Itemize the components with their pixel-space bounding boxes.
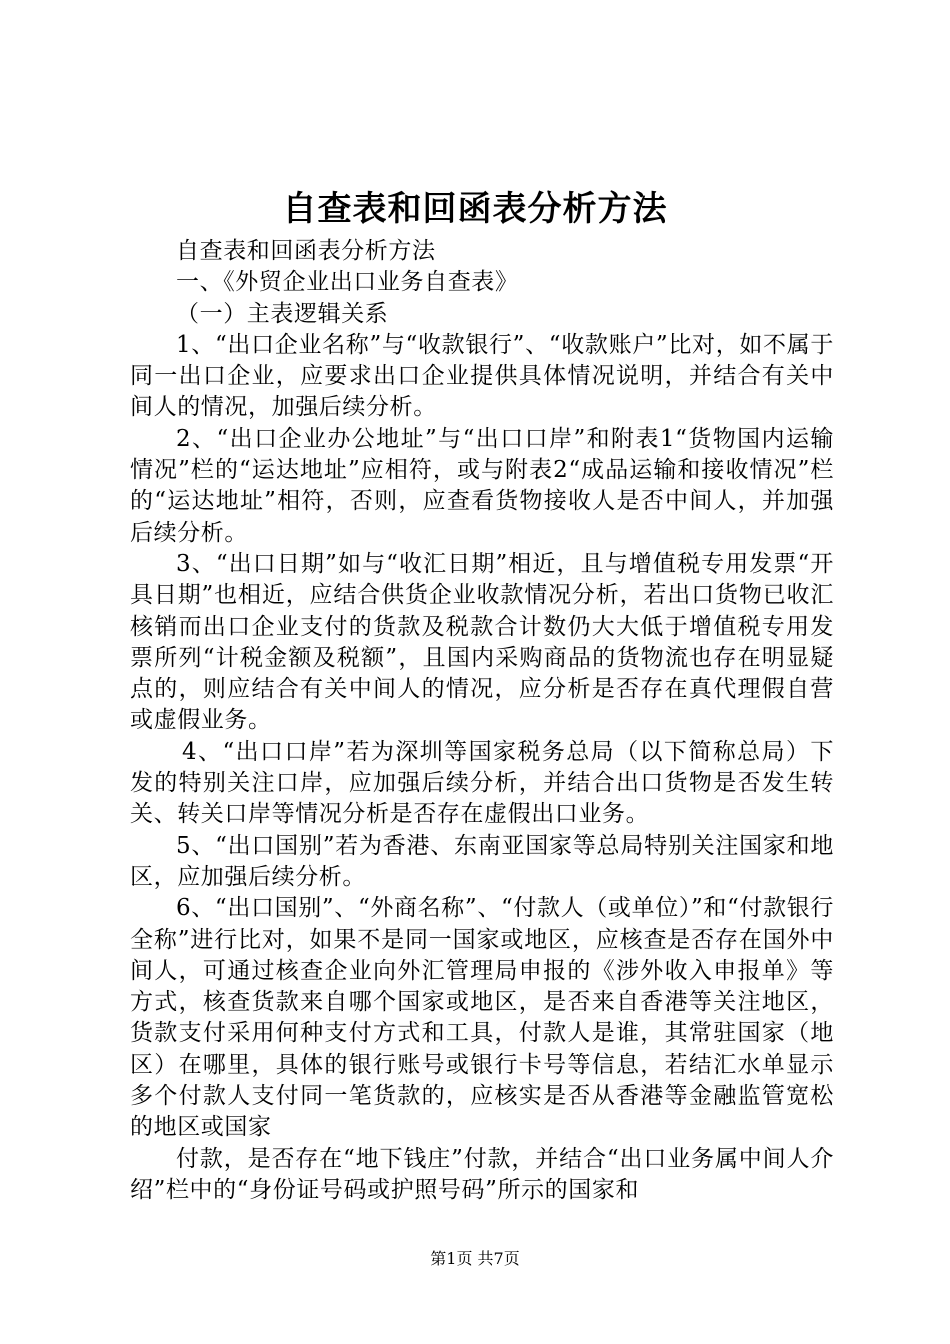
paragraph-subsection-heading: （一）主表逻辑关系 (176, 300, 389, 327)
paragraph-item-2: 2、“出口企业办公地址”与“出口口岸”和附表1“货物国内运输情况”栏的“运达地址”应相符，或与附表2“成品运输和接收情况”栏的“运达地址”相符，否则，应查看货物接收人是否中间人，并加强后续分析。 (130, 425, 834, 546)
paragraph-section-heading: 一、《外贸企业出口业务自查表》 (176, 269, 519, 296)
paragraph-item-3: 3、“出口日期”如与“收汇日期”相近，且与增值税专用发票“开具日期”也相近，应结合供货企业收款情况分析，若出口货物已收汇核销而出口企业支付的货款及税款合计数仍大大低于增值税专用发票所列“计税金额及税额”，且国内采购商品的货物流也存在明显疑点的，则应结合有关中间人的情况，应分析是否存在真代理假自营或虚假业务。 (130, 550, 834, 734)
document-title: 自查表和回函表分析方法 (282, 189, 668, 229)
paragraph-subtitle: 自查表和回函表分析方法 (176, 238, 436, 264)
paragraph-item-1: 1、“出口企业名称”与“收款银行”、“收款账户”比对，如不属于同一出口企业，应要求出口企业提供具体情况说明，并结合有关中间人的情况，加强后续分析。 (130, 331, 834, 421)
paragraph-item-5: 5、“出口国别”若为香港、东南亚国家等总局特别关注国家和地区，应加强后续分析。 (130, 832, 834, 890)
paragraph-item-6: 6、“出口国别”、“外商名称”、“付款人（或单位）”和“付款银行全称”进行比对，如果不是同一国家或地区，应核查是否存在国外中间人，可通过核查企业向外汇管理局申报的《涉外收入申报单》等方式，核查货款来自哪个国家或地区，是否来自香港等关注地区，货款支付采用何种支付方式和工具，付款人是谁，其常驻国家（地区）在哪里，具体的银行账号或银行卡号等信息，若结汇水单显示多个付款人支付同一笔货款的，应核实是否从香港等金融监管宽松的地区或国家 (130, 895, 834, 1141)
page-number-footer: 第1页 共7页 (430, 1249, 520, 1268)
paragraph-continuation: 付款，是否存在“地下钱庄”付款，并结合“出口业务属中间人介绍”栏中的“身份证号码或护照号码”所示的国家和 (130, 1145, 834, 1203)
document-body (130, 236, 834, 1206)
paragraph-item-4: 4、“出口口岸”若为深圳等国家税务总局（以下简称总局）下发的特别关注口岸，应加强后续分析，并结合出口货物是否发生转关、转关口岸等情况分析是否存在虚假出口业务。 (130, 738, 834, 828)
